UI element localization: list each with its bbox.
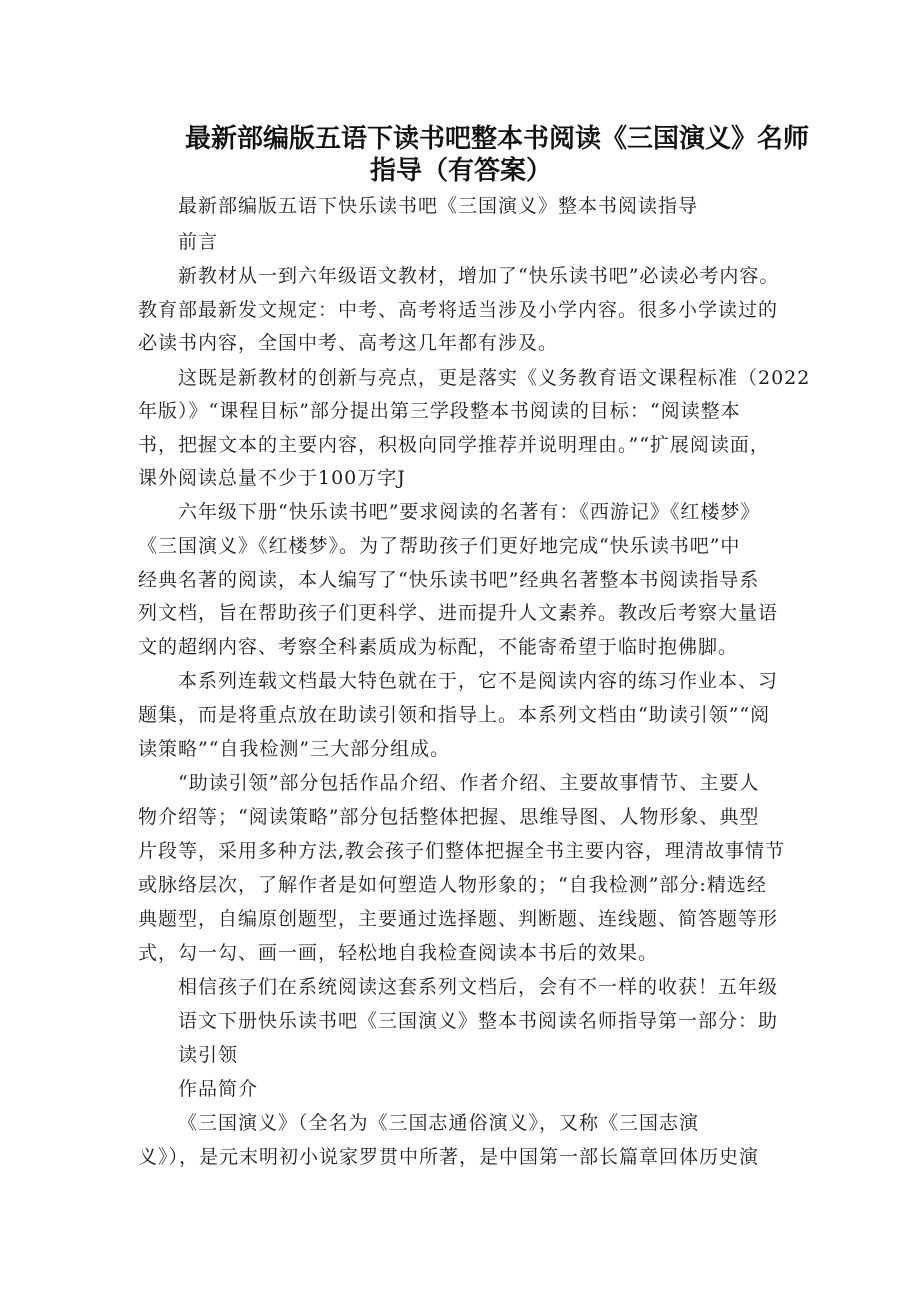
paragraph-5-line: 或脉络层次，了解作者是如何塑造人物形象的；“自我检测”部分:精选经 — [138, 874, 767, 896]
paragraph-6-line: 相信孩子们在系统阅读这套系列文档后，会有不一样的收获！五年级 — [178, 976, 779, 998]
intro-heading: 作品简介 — [178, 1078, 259, 1100]
paragraph-2-line: 课外阅读总量不少于100万字J — [138, 467, 406, 489]
document-title-line-1: 最新部编版五语下读书吧整本书阅读《三国演义》名师 — [185, 124, 810, 154]
paragraph-2-line: 这既是新教材的创新与亮点，更是落实《义务教育语文课程标准（2022 — [178, 367, 811, 389]
paragraph-3-line: 经典名著的阅读，本人编写了“快乐读书吧”经典名著整本书阅读指导系 — [138, 569, 760, 591]
paragraph-1-line: 必读书内容，全国中考、高考这几年都有涉及。 — [138, 332, 559, 354]
paragraph-2-line: 年版）》“课程目标”部分提出第三学段整本书阅读的目标：“阅读整本 — [138, 400, 741, 422]
document-title-line-2: 指导（有答案） — [370, 156, 553, 186]
paragraph-4-line: 题集，而是将重点放在助读引领和指导上。本系列文档由“助读引领”“阅 — [138, 704, 771, 726]
paragraph-1-line: 新教材从一到六年级语文教材，增加了“快乐读书吧”必读必考内容。 — [178, 265, 780, 287]
paragraph-7-line: 《三国演义》（全名为《三国志通俗演义》，又称《三国志演 — [178, 1112, 700, 1134]
preface-heading: 前言 — [178, 231, 219, 253]
paragraph-7-line: 义》），是元末明初小说家罗贯中所著，是中国第一部长篇章回体历史演 — [138, 1146, 760, 1168]
paragraph-3-line: 《三国演义》《红楼梦》。为了帮助孩子们更好地完成“快乐读书吧”中 — [138, 535, 741, 557]
paragraph-5-line: “助读引领”部分包括作品介绍、作者介绍、主要故事情节、主要人 — [178, 772, 760, 794]
paragraph-2-line: 书，把握文本的主要内容，积极向同学推荐并说明理由。”“扩展阅读面， — [138, 434, 770, 456]
paragraph-5-line: 式，勾一勾、画一画，轻松地自我检查阅读本书后的效果。 — [138, 942, 659, 964]
paragraph-3-line: 列文档，旨在帮助孩子们更科学、进而提升人文素养。教改后考察大量语 — [138, 602, 779, 624]
paragraph-3-line: 六年级下册“快乐读书吧”要求阅读的名著有：《西游记》《红楼梦》 — [178, 501, 761, 523]
paragraph-5-line: 典题型，自编原创题型，主要通过选择题、判断题、连线题、简答题等形 — [138, 908, 779, 930]
document-subtitle: 最新部编版五语下快乐读书吧《三国演义》整本书阅读指导 — [178, 195, 699, 217]
paragraph-4-line: 读策略”“自我检测”三大部分组成。 — [138, 738, 451, 760]
paragraph-1-line: 教育部最新发文规定：中考、高考将适当涉及小学内容。很多小学读过的 — [138, 299, 779, 321]
paragraph-4-line: 本系列连载文档最大特色就在于，它不是阅读内容的练习作业本、习 — [178, 670, 779, 692]
paragraph-5-line: 片段等，采用多种方法,教会孩子们整体把握全书主要内容，理清故事情节 — [138, 840, 786, 862]
paragraph-3-line: 文的超纲内容、考察全科素质成为标配，不能寄希望于临时抱佛脚。 — [138, 636, 739, 658]
paragraph-6-line: 语文下册快乐读书吧《三国演义》整本书阅读名师指导第一部分：助 — [178, 1010, 779, 1032]
paragraph-5-line: 物介绍等；“阅读策略”部分包括整体把握、思维导图、人物形象、典型 — [138, 806, 760, 828]
paragraph-6-line: 读引领 — [178, 1044, 239, 1066]
